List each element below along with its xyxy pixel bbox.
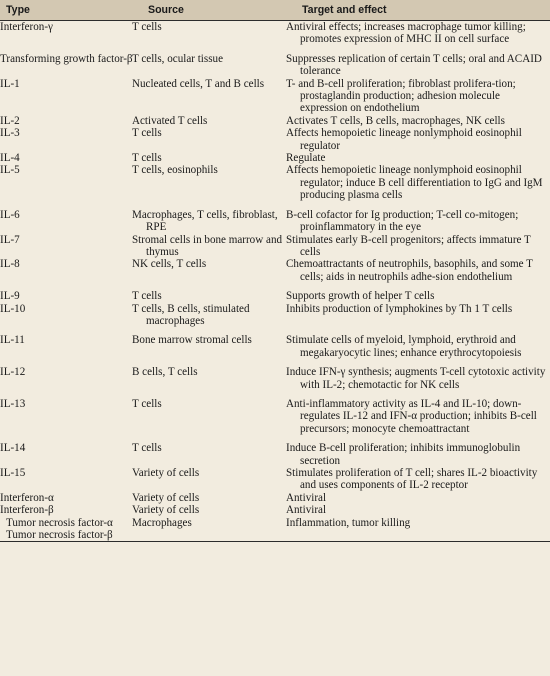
cell-type: IL-14 [0,442,26,455]
header-target: Target and effect [296,0,550,21]
table-row [0,467,550,492]
cell-source: T cells [132,21,162,33]
cell-target: Regulate [286,152,326,165]
cell-source: Activated T cells [132,114,208,127]
cell-target: Stimulates proliferation of T cell; shares IL-2 bioactivity and uses components of IL-2 receptor [286,467,538,492]
cell-type: IL-13 [0,397,26,410]
header-type: Type [0,0,142,21]
cell-target: Antiviral [286,504,327,517]
table-row [0,517,550,542]
cell-target: Supports growth of helper T cells [286,290,435,303]
cell-type: Interferon-α [0,491,54,504]
cell-source: T cells [132,152,162,165]
table-row [0,303,550,328]
cell-target: B-cell cofactor for Ig production; T-cell co-mitogen; proinflammatory in the eye [286,208,519,234]
cell-target: Stimulates early B-cell progenitors; affects immature T cells [286,233,531,258]
table-body [0,21,550,542]
cell-source: T cells, eosinophils [132,164,218,177]
cell-source: T cells [132,442,162,455]
cell-source: NK cells, T cells [132,258,207,271]
table-row [0,78,550,115]
table-row [0,127,550,152]
cell-source: Variety of cells [132,467,200,479]
cell-source: T cells, B cells, stimulated macrophages [132,302,250,327]
cell-target: Activates T cells, B cells, macrophages, NK cells [286,114,505,127]
cell-target: Antiviral effects; increases macrophage tumor killing; promotes expression of MHC II on cell surface [286,21,526,46]
cell-source: T cells [132,127,162,140]
cell-type: IL-11 [0,334,25,347]
cell-target: Chemoattractants of neutrophils, basophils, and some T cells; aids in neutrophils adhe-sion endothelium [286,258,533,283]
cell-source: Bone marrow stromal cells [132,334,252,347]
cell-source: Macrophages, T cells, fibroblast, RPE [132,208,278,234]
cell-type: Interferon-γ [0,21,53,33]
cell-target: Inflammation, tumor killing [296,517,550,542]
cell-source: Macrophages [142,517,296,542]
cell-target: Suppresses replication of certain T cells; oral and ACAID tolerance [286,52,542,78]
table-row [0,46,550,78]
table-row [0,164,550,201]
cell-target: Antiviral [286,491,327,504]
table-row [0,391,550,435]
table-row [0,283,550,302]
cell-target: Stimulate cells of myeloid, lymphoid, erythroid and megakaryocytic lines; enhance erythrocytopoiesis [286,334,522,359]
cell-type: Transforming growth factor-β [0,52,133,65]
cell-source: B cells, T cells [132,366,198,379]
cell-type: IL-15 [0,467,26,479]
cell-type: IL-7 [0,233,20,246]
cell-type: IL-4 [0,152,20,165]
cell-type: IL-6 [0,208,20,221]
cell-target: Inhibits production of lymphokines by Th 1 T cells [286,302,513,315]
cell-type: IL-12 [0,366,26,379]
table-header [0,0,550,21]
table-row [0,234,550,259]
cell-source: T cells, ocular tissue [132,52,223,65]
cell-target: Affects hemopoietic lineage nonlymphoid eosinophil regulator; induce B cell differentiation to IgG and IgM producing plasma cells [286,164,543,202]
table-row [0,258,550,283]
cell-type: IL-5 [0,164,20,177]
cell-target: Induce B-cell proliferation; inhibits immunoglobulin secretion [286,442,521,467]
cell-type: IL-9 [0,290,20,303]
table-row [0,359,550,391]
cell-source: Variety of cells [132,491,200,504]
cell-target: Anti-inflammatory activity as IL-4 and IL-10; down-regulates IL-12 and IFN-α production; inhibits B-cell precursors; monocyte chemoattractant [286,397,537,435]
table-row [0,152,550,164]
table-row [0,435,550,467]
table-row [0,115,550,127]
table-row [0,492,550,504]
table-row [0,327,550,359]
cell-type: Interferon-β [0,504,54,517]
table-row [0,504,550,516]
cell-source: T cells [132,397,162,410]
cell-target: T- and B-cell proliferation; fibroblast prolifera-tion; prostaglandin production; adhesion molecule expression on endothelium [286,77,516,115]
cell-source: Variety of cells [132,504,200,517]
cell-type: IL-8 [0,258,20,271]
table-row [0,21,550,46]
cell-target: Affects hemopoietic lineage nonlymphoid eosinophil regulator [286,127,522,152]
cell-type: IL-3 [0,127,20,140]
cell-target: Induce IFN-γ synthesis; augments T-cell cytotoxic activity with IL-2; chemotactic for NK cells [286,366,546,391]
cell-source: Stromal cells in bone marrow and thymus [132,233,283,258]
header-source: Source [142,0,296,21]
cell-type: IL-2 [0,114,20,127]
cell-type: IL-10 [0,302,26,315]
cell-type: Tumor necrosis factor-α Tumor necrosis factor-β [0,517,142,542]
cell-source: T cells [132,290,162,303]
table-row [0,202,550,234]
cell-source: Nucleated cells, T and B cells [132,77,265,90]
header-row [0,0,550,21]
cell-type: IL-1 [0,77,20,90]
